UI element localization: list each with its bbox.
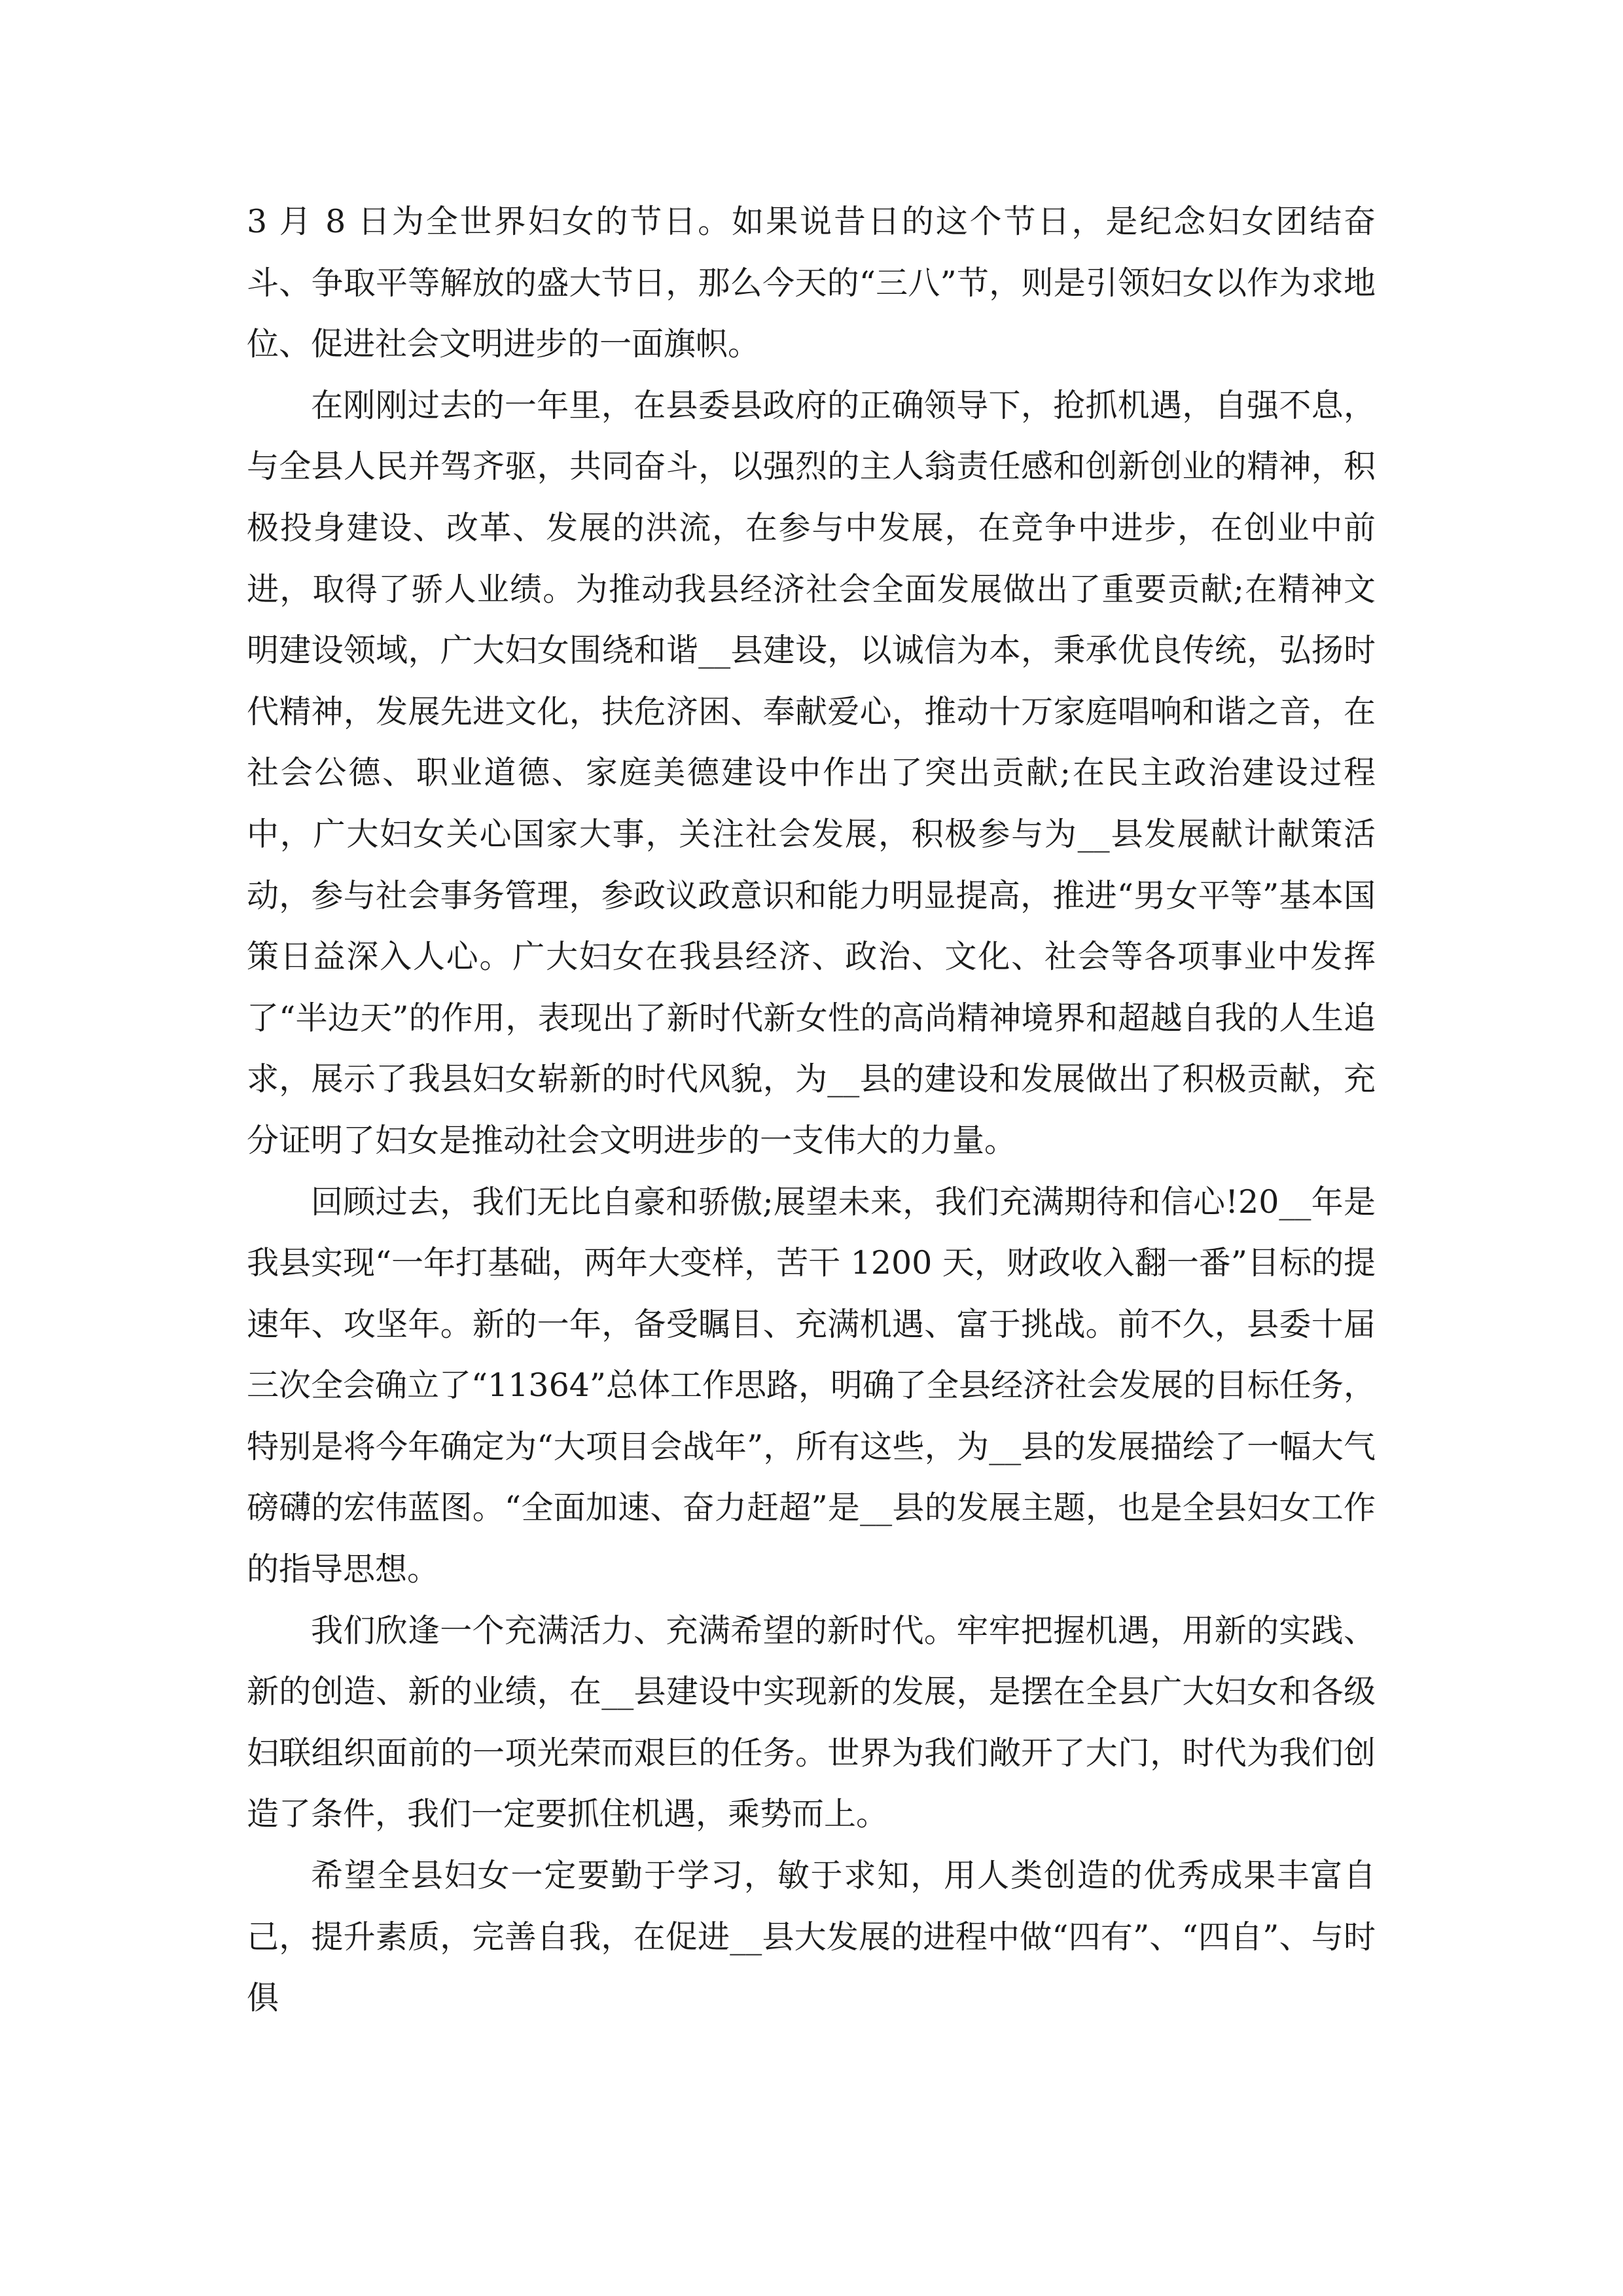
document-body [247,191,1376,2029]
paragraph-achievements: 在刚刚过去的一年里，在县委县政府的正确领导下，抢抓机遇，自强不息，与全县人民并驾齐驱，共同奋斗，以强烈的主人翁责任感和创新创业的精神，积极投身建设、改革、发展的洪流，在参与中发展，在竞争中进步，在创业中前进，取得了骄人业绩。为推动我县经济社会全面发展做出了重要贡献;在精神文明建设领域，广大妇女围绕和谐__县建设，以诚信为本，秉承优良传统，弘扬时代精神，发展先进文化，扶危济困、奉献爱心，推动十万家庭唱响和谐之音，在社会公德、职业道德、家庭美德建设中作出了突出贡献;在民主政治建设过程中，广大妇女关心国家大事，关注社会发展，积极参与为__县发展献计献策活动，参与社会事务管理，参政议政意识和能力明显提高，推进“男女平等”基本国策日益深入人心。广大妇女在我县经济、政治、文化、社会等各项事业中发挥了“半边天”的作用，表现出了新时代新女性的高尚精神境界和超越自我的人生追求，展示了我县妇女崭新的时代风貌，为__县的建设和发展做出了积极贡献，充分证明了妇女是推动社会文明进步的一支伟大的力量。 [247,386,1376,1159]
paragraph-outlook: 回顾过去，我们无比自豪和骄傲;展望未来，我们充满期待和信心!20__年是我县实现“一年打基础，两年大变样，苦干 1200 天，财政收入翻一番”目标的提速年、攻坚年。新的一年，备受瞩目、充满机遇、富于挑战。前不久，县委十届三次全会确立了“11364”总体工作思路，明确了全县经济社会发展的目标任务，特别是将今年确定为“大项目会战年”，所有这些，为__县的发展描绘了一幅大气磅礴的宏伟蓝图。“全面加速、奋力赶超”是__县的发展主题，也是全县妇女工作的指导思想。 [247,1183,1376,1588]
paragraph-intro: 3 月 8 日为全世界妇女的节日。如果说昔日的这个节日，是纪念妇女团结奋斗、争取平等解放的盛大节日，那么今天的“三八”节，则是引领妇女以作为求地位、促进社会文明进步的一面旗帜。 [247,203,1376,363]
paragraph-new-era: 我们欣逢一个充满活力、充满希望的新时代。牢牢把握机遇，用新的实践、新的创造、新的业绩，在__县建设中实现新的发展，是摆在全县广大妇女和各级妇联组织面前的一项光荣而艰巨的任务。世界为我们敞开了大门，时代为我们创造了条件，我们一定要抓住机遇，乘势而上。 [247,1611,1376,1833]
paragraph-hopes: 希望全县妇女一定要勤于学习，敏于求知，用人类创造的优秀成果丰富自己，提升素质，完善自我，在促进__县大发展的进程中做“四有”、“四自”、与时俱 [247,1857,1376,2017]
